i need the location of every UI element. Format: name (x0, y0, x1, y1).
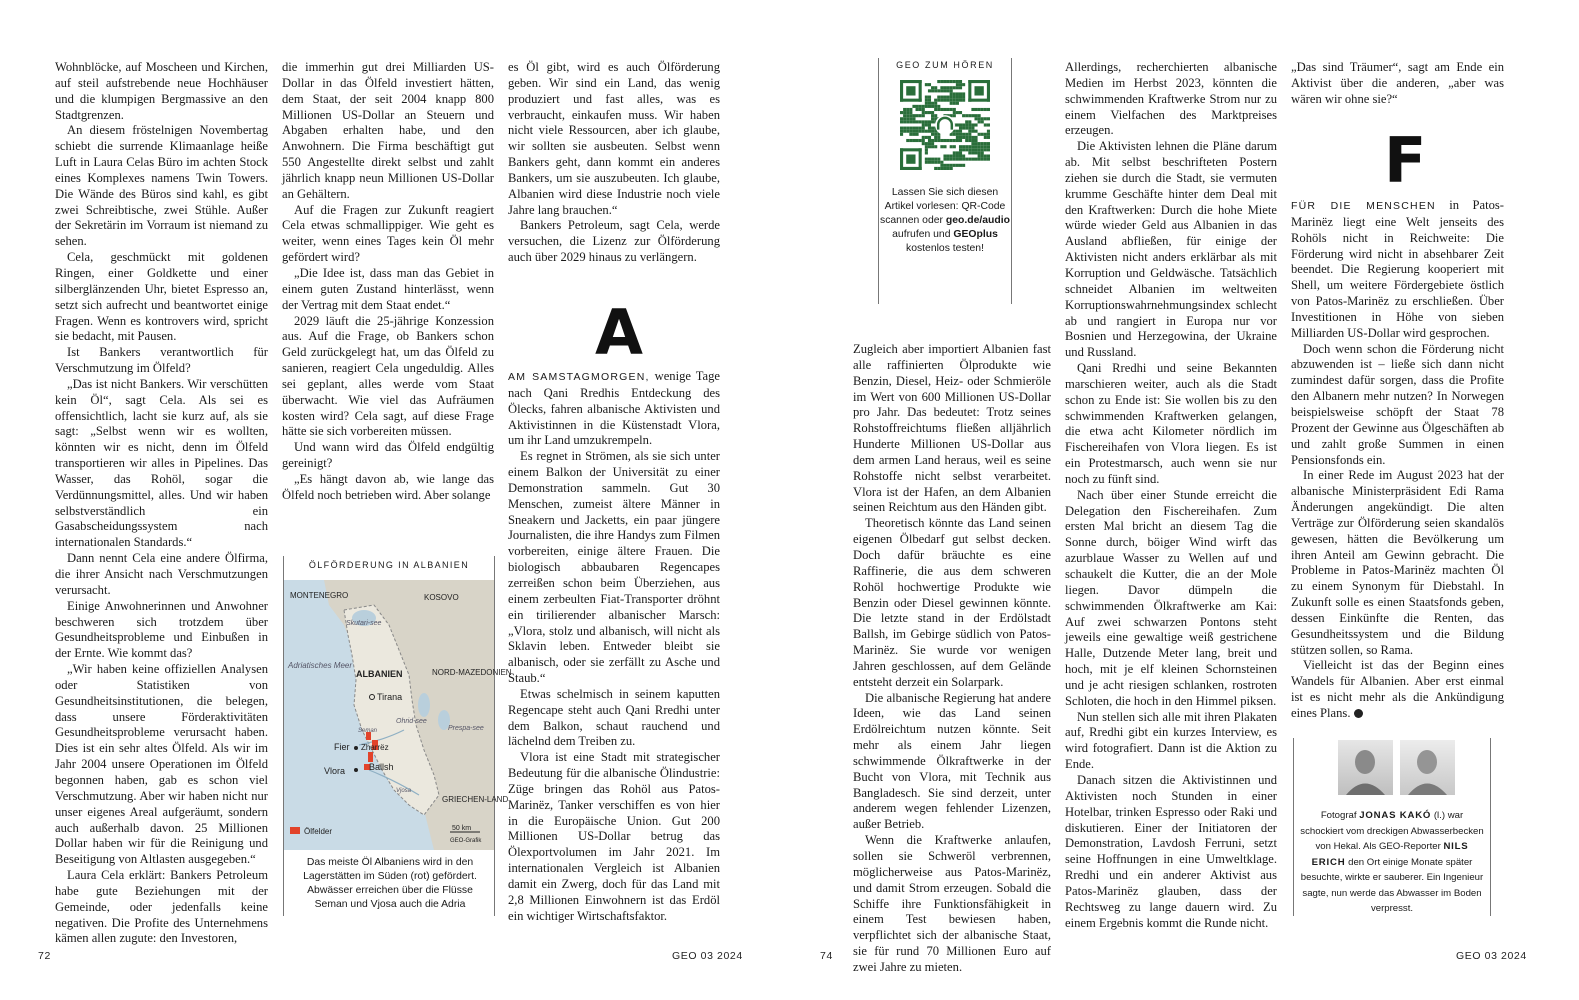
ohrid-lake (418, 693, 430, 717)
paragraph: An diesem fröstelnigen Novembertag schiebt die surrende Klimaanlage heiße Luft in Laura Celas Büro im achten Stock eines Komplexes namens Twin Towers. Die Wände des Büros sind kahl, es gibt zwei Schreibtische, zwei Stühle. Außer der Sekretärin im Vorraum ist niemand zu sehen. (55, 123, 268, 249)
map-label-skutari: Skutari-see (346, 620, 382, 627)
paragraph: Dann nennt Cela eine andere Ölfirma, die ihrer Ansicht nach Verschmutzungen verursacht. (55, 551, 268, 597)
map-label-griechenland: GRIECHEN-LAND (442, 795, 509, 804)
paragraph: Wohnblöcke, auf Moscheen und Kirchen, auf steil aufstrebende neue Hochhäuser und die klumpigen Bergmassive an den Stadtgrenzen. (55, 60, 268, 122)
map-label-albanien: ALBANIEN (356, 669, 403, 679)
text-column-3-bottom (508, 369, 720, 923)
map-label-fier: Fier (334, 742, 350, 752)
paragraph: die immerhin gut drei Milliarden US-Dollar in das Ölfeld investiert hätten, dem Staat, der seit 2004 knapp 800 Millionen US-Dollar an Steuern und Abgaben erhalten habe, und den Anwohnern. Die Firma beschäftigt gut 550 Angestellte direkt selbst und zahlt jährlich knapp neun Millionen US-Dollar an Gehältern. (282, 60, 494, 201)
qr-instructions: Lassen Sie sich diesen Artikel vorlesen: QR-Code scannen oder geo.de/audio aufrufen und GEOplus kostenlos testen! (880, 187, 1010, 254)
map-label-ohrid: Ohrid-see (396, 718, 427, 725)
drop-cap-f: F (1384, 124, 1427, 197)
paragraph: Cela, geschmückt mit goldenen Ringen, einer Goldkette und einer silberglänzenden Uhr, bietet Espresso an, setzt sich aufrecht und beantwortet einige Fragen. Wenn es kontrovers wird, spricht sie bedacht, mit Pausen. (55, 250, 268, 344)
map-legend-oilfields: Ölfelder (304, 827, 333, 836)
map-label-tirana: Tirana (377, 692, 403, 702)
end-of-article-icon (1354, 709, 1363, 718)
map-label-prespa: Prespa-see (448, 725, 484, 732)
paragraph: Auf die Fragen zur Zukunft reagiert Cela etwas schmallippiger. Wie geht es weiter, wenn eines Tages kein Öl mehr gefördert wird? (282, 202, 494, 265)
qr-heading: GEO ZUM HÖREN (896, 60, 994, 70)
paragraph: Theoretisch könnte das Land seinen eigenen Ölbedarf gut selbst decken. Doch dafür bräuchte es eine Raffinerie, die aus dem schweren Rohöl hochwertige Produkte wie Benzin oder Diesel gewinnen könnte. Die letzte stand in der Erdölstadt Ballsh, im Gebirge südlich von Patos-Marinëz. Sie wurde vor wenigen Jahren geschlossen, auf dem Gelände entsteht derzeit ein Solarpark. (853, 516, 1051, 689)
map-label-vjosa: Vjosa (396, 788, 412, 794)
paragraph: Wenn die Kraftwerke anlaufen, sollen sie Schweröl verbrennen, möglicherweise aus Patos-Marinëz, und damit Strom erzeugen. Sobald die Schiffe ihre Funktionsfähigkeit in einem Test bewiesen haben, verpflichtet sich der albanische Staat, sie für rund 70 Millionen Euro auf zwei Jahre zu mieten. (853, 833, 1051, 974)
paragraph: „Das ist nicht Bankers. Wir verschütten kein Öl“, sagt Cela. Als sei es offensichtlich, lacht sie kurz auf, als sie sagt: „Selbst wenn wir es wollten, könnten wir es nicht, denn im Ölfeld transportieren wir alles in Pipelines. Das Wasser, das Rohöl, sogar die Verdünnungsmittel, alles. Und wir haben selbstverständlich ein Gasabscheidungssystem nach internationalen Standards.“ (55, 376, 268, 550)
map-label-adria: Adriatisches Meer (288, 661, 353, 670)
photo-credits-box (1293, 738, 1491, 916)
lead-in: AM SAMSTAGMORGEN, (508, 371, 650, 383)
text-column-4 (853, 342, 1051, 974)
photographer-portrait (1338, 740, 1393, 795)
map-credit: GEO-Grafik (450, 838, 482, 844)
text-column-1 (55, 60, 268, 946)
paragraph: Ist Bankers verantwortlich für Verschmutzung im Ölfeld? (55, 345, 268, 376)
lead-in: FÜR DIE MENSCHEN (1291, 200, 1436, 212)
page-number-right: 74 (820, 950, 833, 962)
audio-url[interactable]: geo.de/audio (945, 215, 1010, 226)
paragraph: „Es hängt davon ab, wie lange das Ölfeld noch betrieben wird. Aber solange (282, 471, 494, 502)
map-heading: ÖLFÖRDERUNG IN ALBANIEN (308, 560, 470, 570)
map-label-zharrez: Zharrëz (361, 743, 389, 752)
paragraph: es Öl gibt, wird es auch Ölförderung geben. Wir sind ein Land, das wenig produziert und fast alles, was es verbraucht, einkaufen muss. Wir haben nicht viele Ressourcen, aber ich glaube, wir sollten sie ausbeuten. Selbst wenn Bankers geht, dann kommt ein anderes Bankers, um sie auszubeuten. Ich glaube, Albanien wird diese Industrie noch viele Jahre lang brauchen.“ (508, 60, 720, 217)
map-scale: 50 km (452, 825, 472, 832)
map-label-montenegro: MONTENEGRO (290, 591, 349, 600)
paragraph: Nach über einer Stunde erreicht die Delegation den Fischereihafen. Zum ersten Mal bricht an diesem Tag die Sonne durch, böiger Wind wirft das azurblaue Wasser zu Wellen auf und schaukelt die Kutter, die an der Mole liegen. Davor dümpeln die schwimmenden Ölkraftwerke am Kai: Auf zwei schwarzen Pontons steht jeweils eine gewaltige weiß gestrichene Halle, Dutzende Meter lang, breit und hoch, mit je elf kleinen Schornsteinen und je acht riesigen schlanken, rostroten Schloten, die hoch in den Himmel piksen. (1065, 487, 1277, 708)
paragraph: „Das sind Träumer“, sagt am Ende ein Aktivist über die anderen, „aber was wären wir ohne sie?“ (1291, 60, 1504, 106)
albania-oil-map (284, 580, 512, 850)
paragraph: 2029 läuft die 25-jährige Konzession aus. Auf die Frage, ob Bankers schon Geld zurückgelegt hat, um das Ölfeld zu sanieren, reagiert Cela ungeduldig. Alles sei geplant, alles werde vom Staat überwacht. Wie viel das Aufräumen kosten wird? Cela sagt, auf diese Frage hätte sie sich vorbereiten müssen. (282, 313, 494, 439)
paragraph: Laura Cela erklärt: Bankers Petroleum habe gute Beziehungen mit der Gemeinde, oder jedenfalls keine negativen. Die Profite des Unternehmens kämen allen zugute: den Investoren, (55, 868, 268, 946)
paragraph: FÜR DIE MENSCHEN in Patos-Marinëz liegt eine Welt jenseits des Rohöls nicht in Reichweite: Die Förderung wird nicht in absehbarer Zeit beendet. Die Regierung kooperiert mit Shell, um weitere Fördergebiete östlich von Patos-Marinëz zu erschließen. Über Investitionen in Höhe von sieben Milliarden US-Dollar wird gesprochen. (1291, 198, 1504, 340)
oil-map-box (283, 556, 512, 916)
paragraph: Die Aktivisten lehnen die Pläne darum ab. Mit selbst beschrifteten Postern ziehen sie durch die Stadt, sie vermuten krumme Geschäfte hinter dem Deal mit den Kraftwerken: Durch die hohe Miete würde wieder Geld aus Albanien in das Ausland abfließen, für einige der Aktivisten nicht anders erklärbar als mit Korruption und Geldwäsche. Tatsächlich schneidet Albanien im weltweiten Korruptionswahrnehmungsindex schlecht ab und rangiert in Europa nur vor Bosnien und Herzegowina, der Ukraine und Russland. (1065, 139, 1277, 360)
paragraph: Qani Rredhi und seine Bekannten marschieren weiter, auch als die Stadt schon zu Ende ist: Sie wollen bis zu den schwimmenden Kraftwerken gelangen, die etwa acht Kilometer nördlich im Fischereihafen von Vlora liegen. Es ist ein Protestmarsch, auch wenn sie nur noch zu fünft sind. (1065, 361, 1277, 486)
map-label-nordmazedonien: NORD-MAZEDONIEN (432, 668, 512, 677)
credits-text: Fotograf JONAS KAKÓ (l.) war schockiert vom dreckigen Abwasserbecken von Hekal. Als GEO-Reporter NILS ERICH den Ort einige Monate später besuchte, wirkte er sauberer. Ein Ingenieur sagte, nun werde das Abwasser im Boden verpresst. (1300, 810, 1484, 914)
paragraph: Danach sitzen die Aktivistinnen und Aktivisten noch Stunden in einer Hotelbar, trinken Espresso oder Raki und diskutieren. Einer der Initiatoren der Demonstration, Lavdosh Ferruni, setzt seine Hoffnungen in eine Umweltklage. Rredhi und ein anderer Aktivist aus Patos-Marinëz glauben, dass der Rechtsweg zu lange dauern wird. Zu einem Ergebnis kommt die Runde nicht. (1065, 772, 1277, 930)
paragraph: Zugleich aber importiert Albanien fast alle raffinierten Ölprodukte wie Benzin, Diesel, Heiz- oder Schmieröle im Wert von 600 Millionen US-Dollar pro Jahr. Das bedeutet: Trotz seines Rohstoffreichtums fließen alljährlich Hunderte Millionen US-Dollar aus dem armen Land heraus, weil es seine Rohstoffe nicht selbst verarbeitet. Vlora ist der Hafen, an dem Albanien seinen Reichtum aus den Händen gibt. (853, 342, 1051, 515)
paragraph: Etwas schelmisch in seinem kaputten Regencape steht auch Qani Rredhi unter dem Balkon, schaut rauchend und lächelnd dem Treiben zu. (508, 686, 720, 749)
paragraph: Und wann wird das Ölfeld endgültig gereinigt? (282, 440, 494, 471)
reporter-portrait (1400, 740, 1455, 795)
text-column-2 (282, 60, 494, 502)
paragraph: Vlora ist eine Stadt mit strategischer Bedeutung für die albanische Ölindustrie: Züge bringen das Rohöl aus Patos-Marinëz, Tanker verschiffen es von hier in die Europäische Union. Gut 200 Millionen US-Dollar betrug das Ölexportvolumen im Jahr 2021. Im internationalen Vergleich ist Albanien damit ein Zwerg, doch für das Land mit 2,8 Millionen Einwohnern ist das Erdöl ein wichtiger Wirtschaftsfaktor. (508, 750, 720, 923)
paragraph: Nun stellen sich alle mit ihren Plakaten auf, Rredhi gibt ein kurzes Interview, es wird fotografiert. Dann ist die Aktion zu Ende. (1065, 709, 1277, 772)
paragraph: Vielleicht ist das der Beginn eines Wandels für Albanien. Aber erst einmal ist es nicht mehr als die Ankündigung eines Plans. (1291, 658, 1504, 720)
map-label-seman: Seman (358, 728, 378, 734)
text-column-6-top (1291, 60, 1504, 110)
paragraph: AM SAMSTAGMORGEN, wenige Tage nach Qani Rredhis Entdeckung des Ölecks, fahren albanische Aktivisten und Aktivistinnen in die Küstenstadt Vlora, um ihr Land umzukrempeln. (508, 369, 720, 448)
text-column-6-bottom (1291, 198, 1504, 718)
map-label-vlora: Vlora (324, 766, 346, 776)
map-label-ballsh: Ballsh (369, 762, 394, 772)
text-column-3-top (508, 60, 720, 270)
paragraph: Bankers Petroleum, sagt Cela, werde versuchen, die Lizenz zur Ölförderung auch über 2029 hinaus zu verlängern. (508, 218, 720, 265)
qr-code[interactable] (900, 80, 990, 170)
paragraph: Die albanische Regierung hat andere Ideen, wie das Land seinen Erdölreichtum nutzen könnte. Seit mehr als einem Jahr liegen schwimmende Ölkraftwerke in der Bucht von Vlora, mit Technik aus Bangladesch. Sie sind derzeit, unter anderem wegen fehlender Lizenzen, außer Betrieb. (853, 690, 1051, 832)
paragraph: „Die Idee ist, dass man das Gebiet in einem guten Zustand hinterlässt, wenn der Vertrag mit dem Staat endet.“ (282, 265, 494, 312)
drop-cap-a: A (595, 296, 643, 369)
paragraph: Es regnet in Strömen, als sie sich unter einem Balkon der Universität zu einer Demonstration sammeln. Gut 30 Menschen, zumeist ältere Männer in Sneakern und Jacketts, ein paar jüngere Journalisten, die ihre Handys zum Filmen vorbereiten, einige ältere Frauen. Die biologisch abbaubaren Regencapes zerreißen schon beim Überziehen, aus einem zerbeulten Fiat-Transporter dröhnt ein tirilierender albanischer Marsch: „Vlora, stolz und albanisch, will nicht als Sklavin leben. Entweder bleibt sie albanisch, oder sie zerfällt zu Asche und Staub.“ (508, 449, 720, 686)
paragraph: Einige Anwohnerinnen und Anwohner beschweren sich trotzdem über Gesundheitsprobleme und Einbußen in der Ernte. Wie kommt das? (55, 598, 268, 661)
text-column-5 (1065, 60, 1277, 930)
map-caption: Das meiste Öl Albaniens wird in den Lagerstätten im Süden (rot) gefördert. Abwässer erreichen über die Flüsse Seman und Vjosa auch die Adria (303, 857, 477, 910)
magazine-issue-left: GEO 03 2024 (672, 950, 743, 962)
paragraph: „Wir haben keine offiziellen Analysen oder Statistiken von Gesundheitsinstitutionen, die belegen, dass unsere Förderaktivitäten Gesundheitsprobleme verursacht haben. Dies ist ein sehr altes Ölfeld. Als wir im Jahr 2004 unsere Operationen im Ölfeld begonnen haben, gab es schon viel Verschmutzung. Aber wir haben nicht nur unser eigenes Areal aufgeräumt, sondern auch außerhalb davon. 25 Millionen Dollar haben wir für die Reinigung und Beseitigung von Altlasten ausgegeben.“ (55, 662, 268, 867)
map-label-kosovo: KOSOVO (424, 593, 459, 602)
paragraph: Allerdings, recherchierten albanische Medien im Herbst 2023, könnten die schwimmenden Kraftwerke Strom nur zu einem Vielfachen des Marktpreises erzeugen. (1065, 60, 1277, 138)
audio-qr-box (878, 58, 1012, 304)
magazine-issue-right: GEO 03 2024 (1456, 950, 1527, 962)
paragraph: Doch wenn schon die Förderung nicht abzuwenden ist – ließe sich dann nicht zumindest dafür sorgen, dass die Profite den Albanern mehr nutzen? In Norwegen beispielsweise schöpft der Staat 78 Prozent der Gewinne aus Ölgeschäften ab und zahlt große Summen in einen Pensionsfonds ein. (1291, 341, 1504, 467)
page-number-left: 72 (38, 950, 51, 962)
paragraph: In einer Rede im August 2023 hat der albanische Ministerpräsident Edi Rama Änderungen angekündigt. Die alten Verträge zur Ölförderung seien skandalös gewesen, hätten die Bevölkerung um ihren Anteil am Gewinn gebracht. Die Probleme in Patos-Marinëz machten Öl zu einem Synonym für Diebstahl. In Zukunft solle es einen Staatsfonds geben, dessen Einkünfte die Renten, das Gesundheitssystem und die Bildung stützen sollen, so Rama. (1291, 468, 1504, 657)
